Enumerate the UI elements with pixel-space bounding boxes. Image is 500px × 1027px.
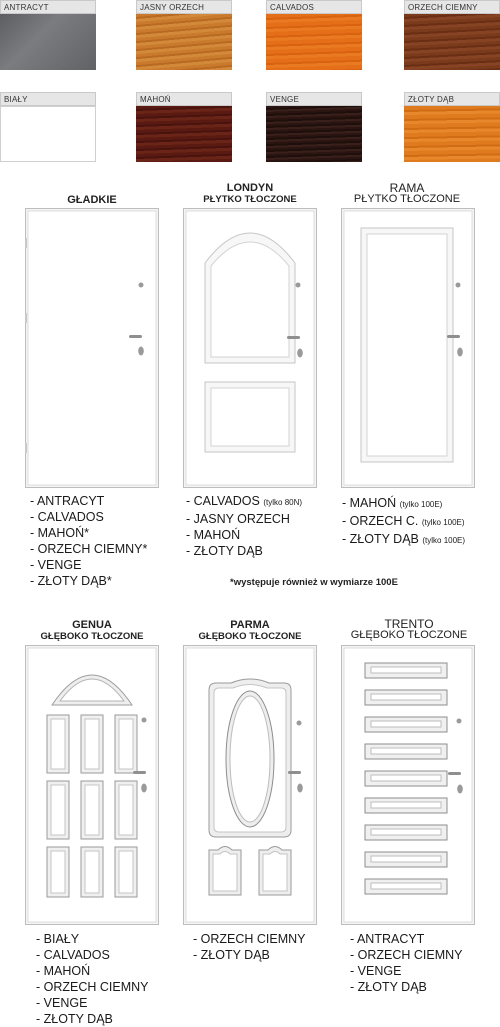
swatch-mahon [136,92,232,164]
door-name: TRENTO [384,617,434,631]
color-item: - ANTRACYT [350,931,463,947]
color-item: - ZŁOTY DĄB [350,979,463,995]
door-name: GŁADKIE [67,194,117,206]
swatch-label: MAHOŃ [136,92,232,106]
color-item: - VENGE [30,557,147,573]
swatch-color-chip [404,14,500,70]
door-trento [341,645,475,925]
color-name: ORZECH C. [349,514,419,528]
color-name: ZŁOTY DĄB [349,532,419,546]
door-parma [183,645,317,925]
color-item: - MAHOŃ [186,527,302,543]
color-item: - ZŁOTY DĄB* [30,573,147,589]
swatch-label: JASNY ORZECH [136,0,232,14]
colors-londyn [186,493,302,559]
color-note: (tylko 100E) [421,518,465,527]
color-item: - ORZECH CIEMNY [350,947,463,963]
swatch-color-chip [0,106,96,162]
swatch-calvados [266,0,362,72]
color-item: - ANTRACYT [30,493,147,509]
door-name: GENUA [72,619,112,631]
door-name: LONDYN [226,182,274,194]
colors-parma [193,931,306,963]
door-name: PARMA [230,619,270,631]
color-note: (tylko 100E) [422,536,466,545]
door-title-trento [336,618,482,641]
door-title-londyn [180,182,320,205]
color-name: CALVADOS [193,494,260,508]
footnote: *występuje również w wymiarze 100E [230,577,398,588]
door-title-genua [22,619,162,642]
color-item: - ORZECH CIEMNY [36,979,149,995]
swatch-color-chip [266,106,362,162]
swatch-label: CALVADOS [266,0,362,14]
door-style: PŁYTKO TŁOCZONE [353,193,461,205]
door-style: GŁĘBOKO TŁOCZONE [40,631,144,642]
swatch-label: ORZECH CIEMNY [404,0,500,14]
color-item: - ZŁOTY DĄB [186,543,302,559]
swatch-color-chip [136,14,232,70]
color-item [342,495,465,513]
colors-genua [36,931,149,1027]
swatch-zloty-dab [404,92,500,164]
color-item [342,531,465,549]
color-note: (tylko 100E) [399,500,443,509]
swatch-label: BIAŁY [0,92,96,106]
colors-trento [350,931,463,995]
color-item: - VENGE [350,963,463,979]
color-item: - ORZECH CIEMNY [193,931,306,947]
color-item: - CALVADOS [30,509,147,525]
swatch-orzech-ciemny [404,0,500,72]
color-name: MAHOŃ [349,496,397,510]
swatch-label: ZŁOTY DĄB [404,92,500,106]
door-rama [341,208,475,488]
color-item: - BIAŁY [36,931,149,947]
color-item: - CALVADOS [36,947,149,963]
color-item: - MAHOŃ [36,963,149,979]
door-gladkie [25,208,159,488]
swatch-jasny-orzech [136,0,232,72]
door-genua [25,645,159,925]
color-item: - ORZECH CIEMNY* [30,541,147,557]
swatch-venge [266,92,362,164]
door-title-rama [336,182,478,205]
color-item [186,493,302,511]
door-style: GŁĘBOKO TŁOCZONE [350,629,468,641]
swatch-color-chip [404,106,500,162]
color-item: - MAHOŃ* [30,525,147,541]
door-title-gladkie [25,194,159,206]
door-style: PŁYTKO TŁOCZONE [203,194,297,205]
swatch-color-chip [266,14,362,70]
door-londyn [183,208,317,488]
door-title-parma [180,619,320,642]
color-note: (tylko 80N) [263,498,303,507]
door-name: RAMA [389,181,425,195]
swatch-color-chip [0,14,96,70]
swatch-label: ANTRACYT [0,0,96,14]
swatch-label: VENGE [266,92,362,106]
color-item: - ZŁOTY DĄB [36,1011,149,1027]
door-style: GŁĘBOKO TŁOCZONE [198,631,302,642]
swatch-bialy [0,92,96,164]
color-item: - JASNY ORZECH [186,511,302,527]
swatch-antracyt [0,0,96,72]
colors-gladkie [30,493,147,589]
color-item: - VENGE [36,995,149,1011]
color-item [342,513,465,531]
colors-rama [342,495,465,549]
swatch-color-chip [136,106,232,162]
color-item: - ZŁOTY DĄB [193,947,306,963]
